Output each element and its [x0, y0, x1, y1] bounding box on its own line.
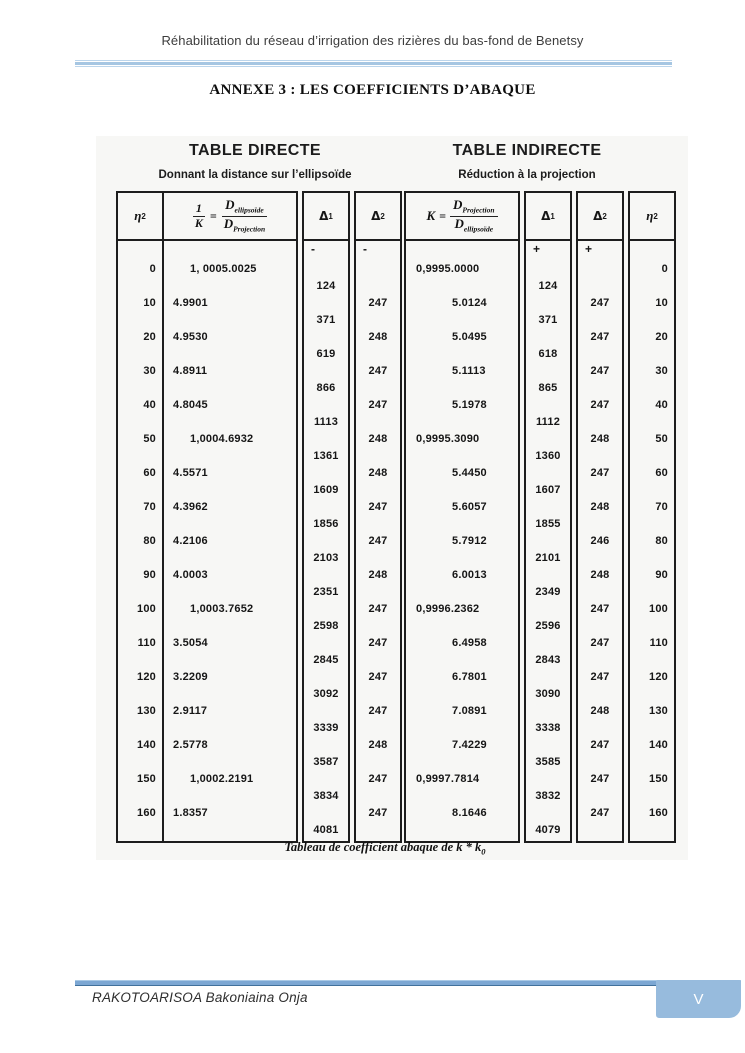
delta1-cell: 2843	[535, 654, 561, 666]
delta2-cell: 247	[368, 501, 388, 513]
delta1-cell: 2598	[313, 620, 339, 632]
delta1-cell: 3585	[535, 756, 561, 768]
header-divider-rule	[75, 60, 672, 68]
delta2-cell: 248	[368, 569, 388, 581]
delta2-cell: 247	[590, 467, 610, 479]
indirect-eta-column	[630, 193, 674, 841]
delta2-cell: 247	[368, 535, 388, 547]
indirect-eta-header: η 2	[630, 193, 674, 241]
eta-cell: 60	[143, 467, 156, 479]
delta1-cell: 2101	[535, 552, 561, 564]
page-number: V	[693, 990, 704, 1008]
indirect-delta2-column	[578, 193, 622, 841]
delta1-cell: 3092	[313, 688, 339, 700]
direct-eta-body	[118, 241, 162, 841]
delta1-cell: 1361	[313, 450, 339, 462]
eta-cell: 100	[649, 603, 668, 615]
direct-delta1-column	[304, 193, 348, 841]
delta2-cell: 247	[368, 671, 388, 683]
delta2-cell: 247	[368, 807, 388, 819]
sign-cell: +	[585, 242, 593, 256]
eta-cell: 30	[143, 365, 156, 377]
value-cell: 5.4450	[452, 467, 487, 479]
delta2-cell: 247	[368, 297, 388, 309]
indirect-delta2-header: Δ 2	[578, 193, 622, 241]
delta1-cell: 371	[316, 314, 336, 326]
value-cell: 0,9995.0000	[416, 263, 480, 275]
delta2-cell: 248	[368, 739, 388, 751]
header-rule-thick	[75, 62, 672, 65]
delta1-cell: 2351	[313, 586, 339, 598]
eta-cell: 90	[143, 569, 156, 581]
eta-cell: 160	[649, 807, 668, 819]
value-cell: 6.0013	[452, 569, 487, 581]
sign-cell: -	[363, 242, 368, 256]
delta2-cell: 247	[368, 603, 388, 615]
delta2-cell: 247	[368, 399, 388, 411]
footer-author: RAKOTOARISOA Bakoniaina Onja	[92, 990, 308, 1005]
delta1-cell: 124	[316, 280, 336, 292]
direct-delta1-header: Δ 1	[304, 193, 348, 241]
delta1-cell: 1607	[535, 484, 561, 496]
value-cell: 2.5778	[173, 739, 208, 751]
direct-delta2-body	[356, 241, 400, 841]
delta1-cell: 1113	[313, 416, 339, 428]
indirect-delta2-box	[576, 191, 624, 843]
delta1-cell: 371	[538, 314, 558, 326]
delta2-cell: 247	[590, 773, 610, 785]
fraction-1-k: $\frac{1}{K}$	[194, 200, 203, 230]
value-cell: 6.4958	[452, 637, 487, 649]
eta-cell: 140	[137, 739, 156, 751]
direct-delta1-box	[302, 191, 350, 843]
direct-delta2-column	[356, 193, 400, 841]
indirect-value-body	[406, 241, 518, 841]
delta2-cell: 247	[590, 331, 610, 343]
value-cell: 5.0124	[452, 297, 487, 309]
delta1-cell: 3339	[313, 722, 339, 734]
value-cell: 0,9997.7814	[416, 773, 480, 785]
direct-value-body	[164, 241, 296, 841]
delta2-cell: 247	[368, 773, 388, 785]
indirect-formula-header	[406, 193, 518, 241]
delta2-cell: 247	[590, 365, 610, 377]
table-direct-title: TABLE DIRECTE	[188, 142, 321, 159]
delta1-cell: 4081	[313, 824, 339, 836]
table-direct-subtitle: Donnant la distance sur l’ellipsoïde	[158, 169, 352, 181]
indirect-value-column	[406, 193, 518, 841]
value-cell: 5.1978	[452, 399, 487, 411]
eta-cell: 140	[649, 739, 668, 751]
value-cell: 0,9996.2362	[416, 603, 480, 615]
delta2-cell: 248	[368, 467, 388, 479]
direct-delta2-header: Δ 2	[356, 193, 400, 241]
eta-cell: 130	[137, 705, 156, 717]
value-cell: 4.5571	[173, 467, 208, 479]
value-cell: 1,0003.7652	[190, 603, 254, 615]
delta2-cell: 247	[368, 637, 388, 649]
eta-cell: 50	[143, 433, 156, 445]
direct-delta2-box	[354, 191, 402, 843]
value-cell: 4.0003	[173, 569, 208, 581]
table-indirect-title: TABLE INDIRECTE	[452, 142, 602, 159]
direct-delta1-body	[304, 241, 348, 841]
formula-1-over-k: $\frac{1}{K}$ = $D_{ellipsoïde}$ $D_{Projection}$	[192, 198, 268, 233]
value-cell: 0,9995.3090	[416, 433, 480, 445]
table-indirecte	[404, 191, 676, 843]
eta-cell: 110	[649, 637, 668, 649]
header-rule-thin-bottom	[75, 66, 672, 67]
eta-cell: 40	[143, 399, 156, 411]
eta-cell: 90	[655, 569, 668, 581]
delta2-cell: 248	[368, 433, 388, 445]
table-indirect-subtitle: Réduction à la projection	[458, 169, 596, 181]
eta-symbol: η	[134, 208, 142, 223]
eta-cell: 110	[137, 637, 156, 649]
delta2-cell: 248	[590, 569, 610, 581]
value-cell: 4.8045	[173, 399, 208, 411]
delta1-cell: 865	[538, 382, 558, 394]
eta-cell: 120	[649, 671, 668, 683]
delta2-cell: 247	[368, 705, 388, 717]
page-number-badge	[656, 980, 741, 1018]
sign-cell: +	[533, 242, 541, 256]
delta2-cell: 247	[590, 297, 610, 309]
fraction-d-projection-ellipsoide: $D_{Projection}$ $D_{ellipsoïde}$	[450, 198, 497, 233]
delta2-cell: 248	[590, 433, 610, 445]
value-cell: 1, 0005.0025	[190, 263, 257, 275]
delta2-cell: 246	[590, 535, 610, 547]
value-cell: 2.9117	[173, 705, 208, 717]
eta-cell: 120	[137, 671, 156, 683]
fraction-d-ellipsoide-projection: $D_{ellipsoïde}$ $D_{Projection}$	[223, 197, 266, 233]
direct-value-column	[164, 193, 296, 841]
page-title: ANNEXE 3 : LES COEFFICIENTS D’ABAQUE	[209, 82, 536, 98]
eta-cell: 130	[649, 705, 668, 717]
direct-eta-value-box	[116, 191, 298, 843]
value-cell: 7.4229	[452, 739, 487, 751]
eta-cell: 0	[661, 263, 668, 275]
eta-cell: 0	[149, 263, 156, 275]
eta-cell: 70	[655, 501, 668, 513]
value-cell: 4.2106	[173, 535, 208, 547]
delta1-cell: 619	[316, 348, 336, 360]
delta2-cell: 247	[590, 807, 610, 819]
eta-cell: 80	[655, 535, 668, 547]
delta2-cell: 248	[368, 331, 388, 343]
delta1-cell: 3832	[535, 790, 561, 802]
delta1-cell: 4079	[535, 824, 561, 836]
delta1-cell: 3090	[535, 688, 561, 700]
value-cell: 3.5054	[173, 637, 208, 649]
eta-cell: 60	[655, 467, 668, 479]
eta-cell: 40	[655, 399, 668, 411]
delta2-cell: 247	[368, 365, 388, 377]
value-cell: 5.0495	[452, 331, 487, 343]
delta1-cell: 618	[538, 348, 558, 360]
eta-cell: 150	[649, 773, 668, 785]
direct-formula-header	[164, 193, 296, 241]
value-cell: 5.6057	[452, 501, 487, 513]
indirect-delta1-column	[526, 193, 570, 841]
direct-eta-header: η 2	[118, 193, 162, 241]
indirect-eta-body	[630, 241, 674, 841]
eta-cell: 50	[655, 433, 668, 445]
delta1-cell: 3587	[313, 756, 339, 768]
indirect-delta2-body	[578, 241, 622, 841]
eta-cell: 100	[137, 603, 156, 615]
eta-cell: 80	[143, 535, 156, 547]
delta2-cell: 247	[590, 671, 610, 683]
delta1-cell: 2596	[535, 620, 561, 632]
value-cell: 8.1646	[452, 807, 487, 819]
delta2-cell: 248	[590, 705, 610, 717]
value-cell: 1,0002.2191	[190, 773, 254, 785]
indirect-delta1-header: Δ 1	[526, 193, 570, 241]
delta1-cell: 3834	[313, 790, 339, 802]
delta2-cell: 247	[590, 399, 610, 411]
table-caption: Tableau de coefficient abaque de k * $k_0$	[284, 840, 486, 857]
delta1-cell: 1856	[313, 518, 339, 530]
value-cell: 7.0891	[452, 705, 487, 717]
formula-k: K = $D_{Projection}$ $D_{ellipsoïde}$	[427, 198, 498, 233]
eta-cell: 160	[137, 807, 156, 819]
value-cell: 5.1113	[452, 365, 486, 377]
delta1-cell: 866	[316, 382, 336, 394]
delta1-cell: 2845	[313, 654, 339, 666]
value-cell: 5.7912	[452, 535, 487, 547]
value-cell: 4.9901	[173, 297, 208, 309]
delta1-cell: 1112	[535, 416, 561, 428]
delta1-cell: 2349	[535, 586, 561, 598]
value-cell: 1,0004.6932	[190, 433, 254, 445]
delta2-cell: 247	[590, 603, 610, 615]
delta1-cell: 124	[538, 280, 558, 292]
delta2-cell: 247	[590, 637, 610, 649]
indirect-delta1-box	[524, 191, 572, 843]
value-cell: 1.8357	[173, 807, 208, 819]
delta1-cell: 1855	[535, 518, 561, 530]
eta-cell: 30	[655, 365, 668, 377]
eta-symbol: η	[646, 208, 654, 223]
delta1-cell: 1609	[313, 484, 339, 496]
delta1-cell: 1360	[535, 450, 561, 462]
eta-cell: 10	[655, 297, 668, 309]
footer-divider-rule	[75, 980, 741, 986]
eta-cell: 10	[143, 297, 156, 309]
value-cell: 4.8911	[173, 365, 208, 377]
indirect-eta-box	[628, 191, 676, 843]
eta-cell: 20	[655, 331, 668, 343]
value-cell: 4.3962	[173, 501, 208, 513]
value-cell: 3.2209	[173, 671, 208, 683]
value-cell: 4.9530	[173, 331, 208, 343]
sign-cell: -	[311, 242, 316, 256]
direct-eta-column	[118, 193, 164, 841]
indirect-delta1-body	[526, 241, 570, 841]
eta-cell: 20	[143, 331, 156, 343]
delta2-cell: 247	[590, 739, 610, 751]
table-directe	[116, 191, 402, 843]
indirect-value-box	[404, 191, 520, 843]
delta1-cell: 2103	[313, 552, 339, 564]
delta2-cell: 248	[590, 501, 610, 513]
delta1-cell: 3338	[535, 722, 561, 734]
eta-cell: 150	[137, 773, 156, 785]
header-rule-thin-top	[75, 60, 672, 61]
page-header-text: Réhabilitation du réseau d’irrigation des rizières du bas-fond de Benetsy	[161, 33, 584, 48]
value-cell: 6.7801	[452, 671, 487, 683]
eta-cell: 70	[143, 501, 156, 513]
